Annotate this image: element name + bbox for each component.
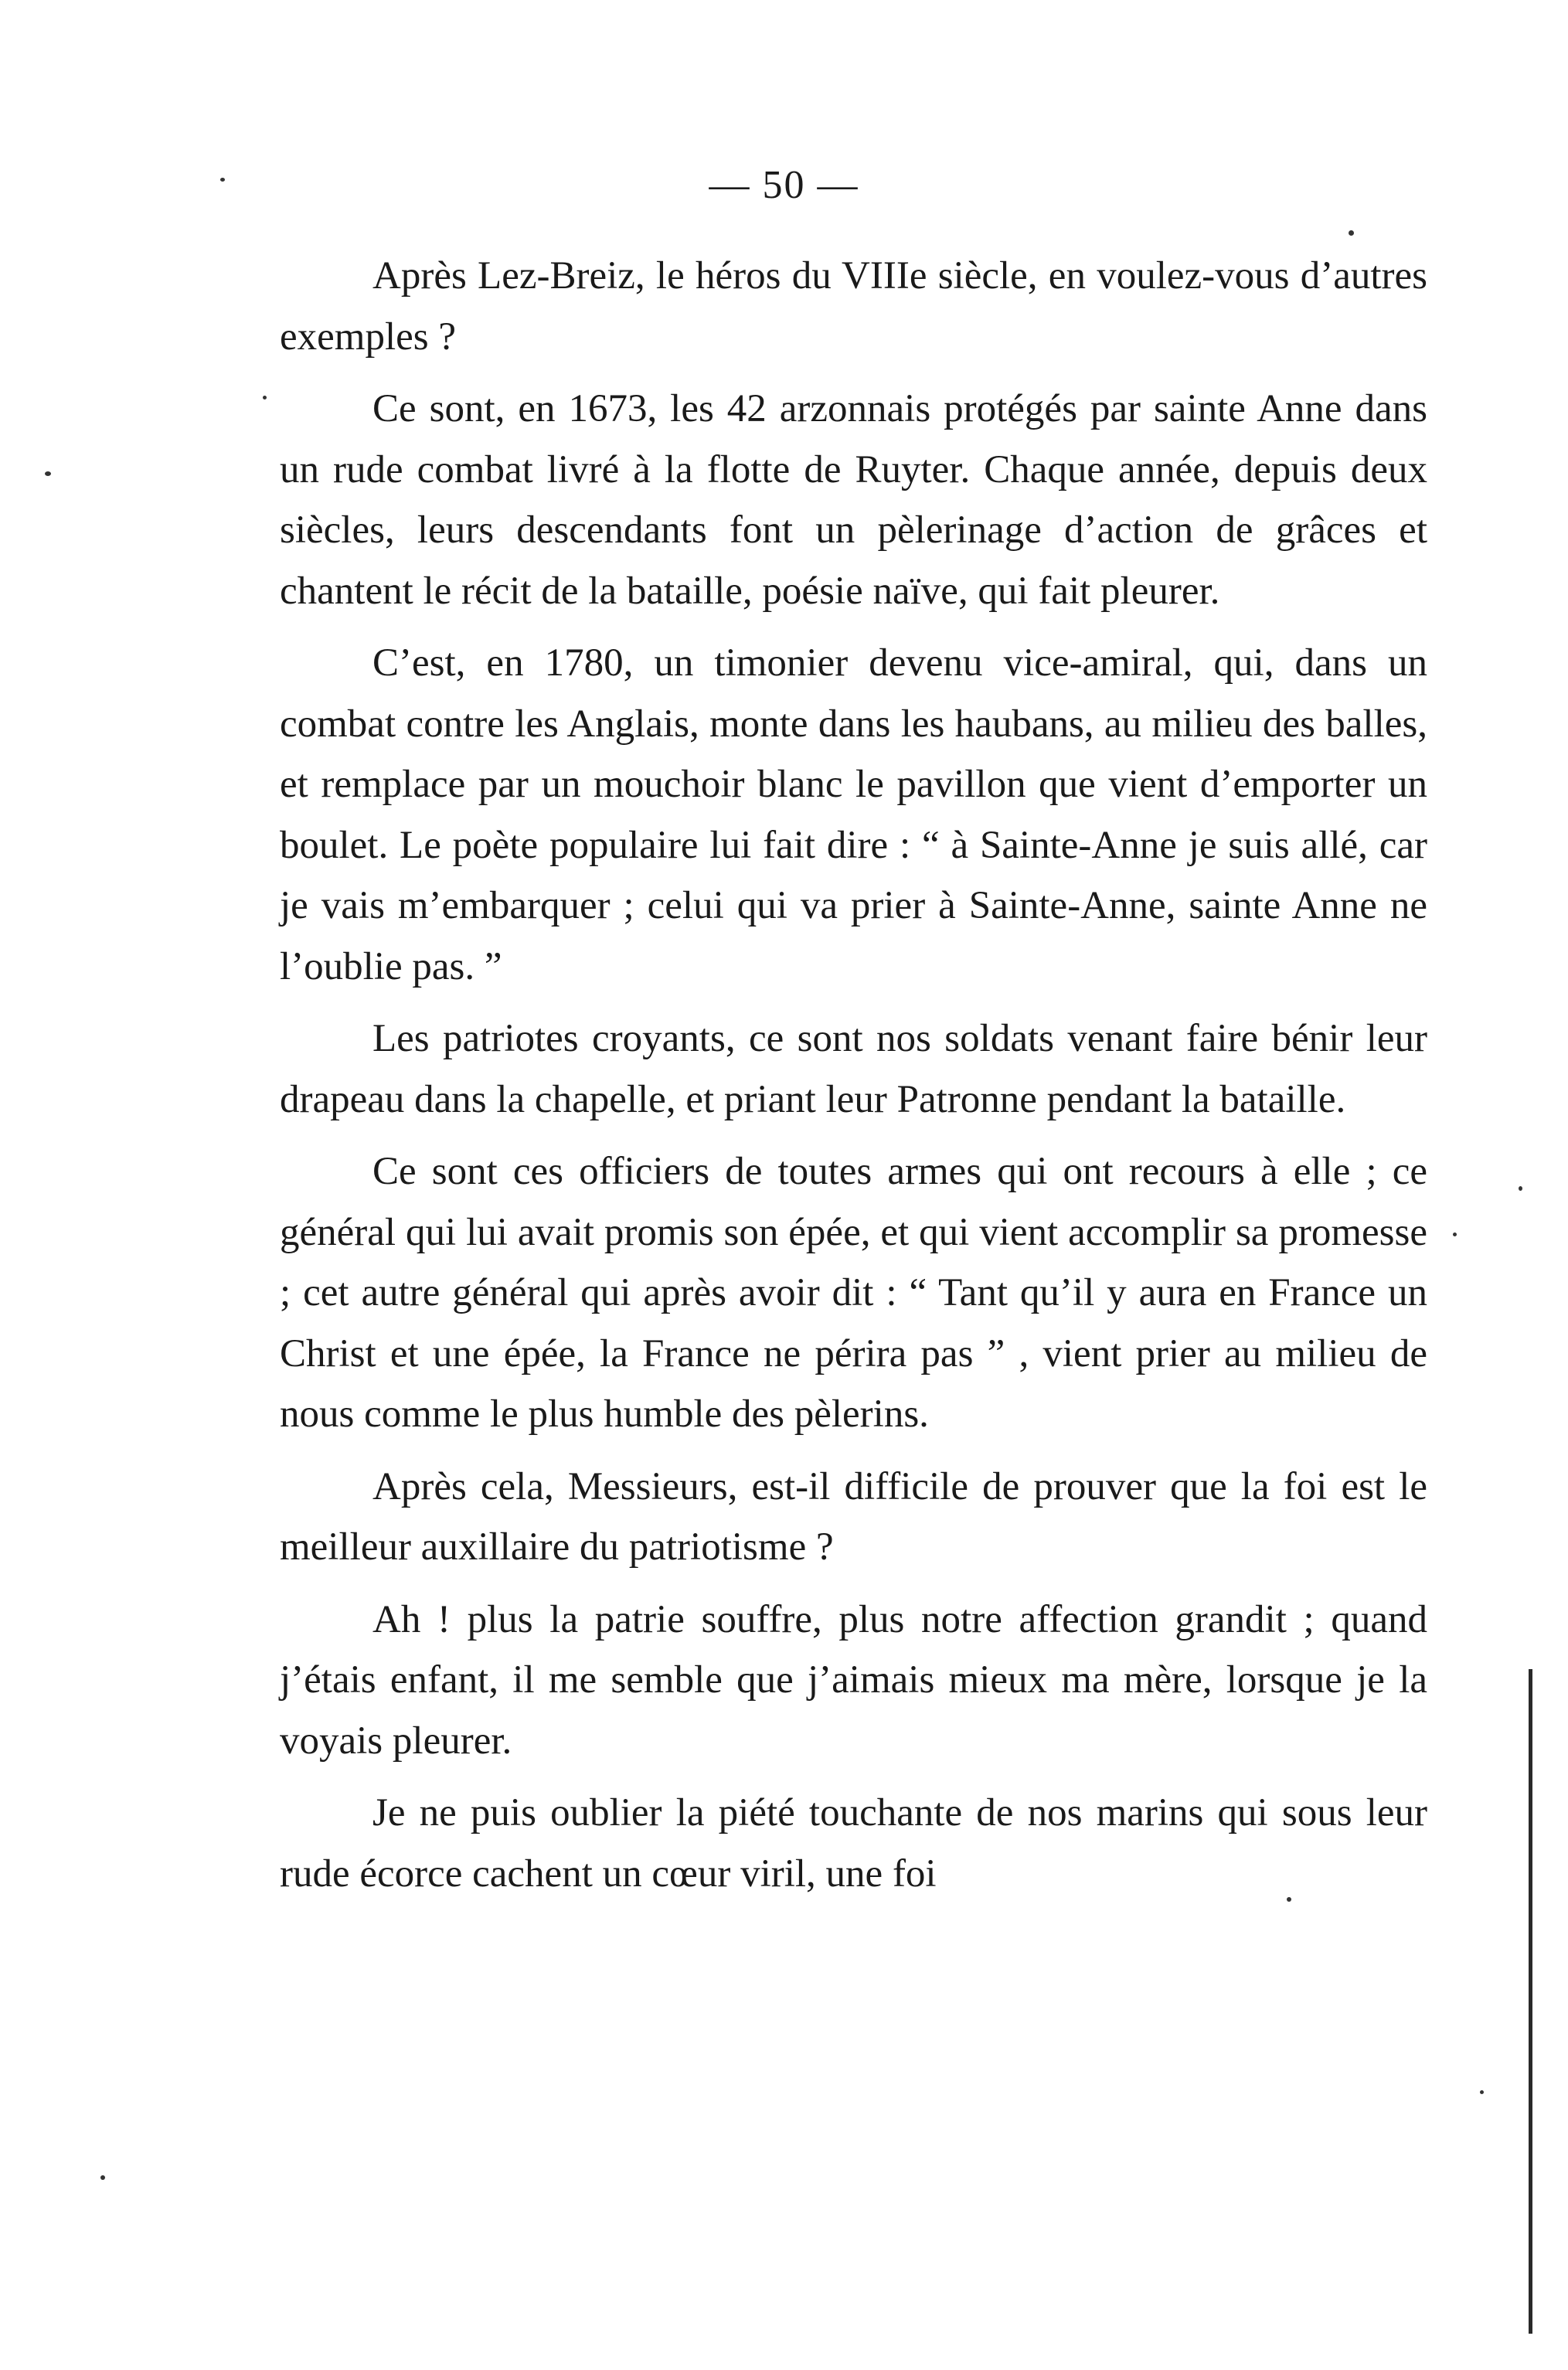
print-speck: [263, 396, 267, 400]
print-speck: [1453, 1233, 1457, 1236]
print-speck: [1349, 230, 1354, 236]
binding-edge-mark: [1529, 1669, 1532, 2334]
print-speck: [100, 2175, 105, 2180]
print-speck: [220, 178, 225, 182]
body-text: [280, 246, 1427, 1916]
print-speck: [1519, 1186, 1522, 1191]
print-speck: [45, 471, 51, 476]
paragraph-lez-breiz: Après Lez-Breiz, le héros du VIIIe siècle, en voulez-vous d’autres exemples ?: [280, 254, 1427, 359]
paragraph-marins: Je ne puis oublier la piété touchante de nos marins qui sous leur rude écorce cachent un cœur viril, une foi: [280, 1791, 1427, 1896]
paragraph-timonier-1780: C’est, en 1780, un timonier devenu vice-amiral, qui, dans un combat contre les Anglais, monte dans les haubans, au milieu des balles, et remplace par un mouchoir blanc le pavillon que vient d’emporter un boulet. Le poète populaire lui fait dire : “ à Sainte-Anne je suis allé, car je vais m’embarquer ; celui qui va prier à Sainte-Anne, sainte Anne ne l’oublie pas. ”: [280, 641, 1427, 988]
paragraph-patrie-souffre: Ah ! plus la patrie souffre, plus notre affection grandit ; quand j’étais enfant, il me semble que j’aimais mieux ma mère, lorsque je la voyais pleurer.: [280, 1597, 1427, 1763]
paragraph-foi-patriotisme: Après cela, Messieurs, est-il difficile de prouver que la foi est le meilleur auxillaire du patriotisme ?: [280, 1464, 1427, 1569]
paragraph-arzonnais-1673: Ce sont, en 1673, les 42 arzonnais protégés par sainte Anne dans un rude combat livré à la flotte de Ruyter. Chaque année, depuis deux siècles, leurs descendants font un pèlerinage d’action de grâces et chantent le récit de la bataille, poésie naïve, qui fait pleurer.: [280, 387, 1427, 613]
print-speck: [1480, 2090, 1484, 2094]
paragraph-officiers: Ce sont ces officiers de toutes armes qui ont recours à elle ; ce général qui lui avait promis son épée, et qui vient accomplir sa promesse ; cet autre général qui après avoir dit : “ Tant qu’il y aura en France un Christ et une épée, la France ne périra pas ” , vient prier au milieu de nous comme le plus humble des pèlerins.: [280, 1150, 1427, 1436]
print-speck: [1287, 1897, 1291, 1902]
page-number: — 50 —: [709, 163, 859, 207]
paragraph-patriotes-croyants: Les patriotes croyants, ce sont nos soldats venant faire bénir leur drapeau dans la chapelle, et priant leur Patronne pendant la bataille.: [280, 1017, 1427, 1121]
